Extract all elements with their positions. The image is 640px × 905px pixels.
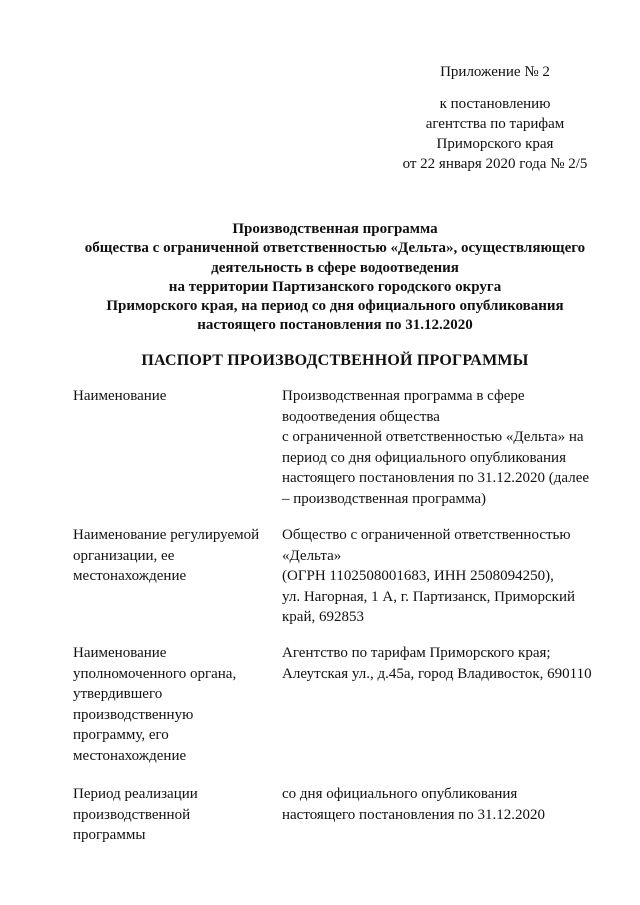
value-line: период со дня официального опубликования — [282, 449, 566, 466]
label-line: производственной — [73, 806, 191, 823]
label-line: организации, ее — [73, 547, 175, 564]
appendix-line: агентства по тарифам — [425, 116, 565, 132]
value-line: край, 692853 — [282, 609, 364, 625]
value-line: настоящего постановления по 31.12.2020 (далее — [282, 470, 590, 486]
label-line: утвердившего — [73, 686, 163, 702]
appendix-line: от 22 января 2020 года № 2/5 — [402, 156, 588, 172]
row-label — [73, 525, 273, 587]
title-line: настоящего постановления по 31.12.2020 — [197, 317, 473, 334]
value-line: ул. Нагорная, 1 А, г. Партизанск, Приморский — [282, 588, 576, 605]
row-value — [282, 784, 622, 825]
row-value — [282, 525, 622, 628]
value-line: Алеутская ул., д.45а, город Владивосток, 690110 — [282, 665, 592, 682]
title-line: общества с ограниченной ответственностью «Дельта», осуществляющего — [84, 240, 586, 257]
value-line: Производственная программа в сфере — [282, 388, 525, 404]
value-line: водоотведения общества — [282, 408, 440, 425]
label-line: программу, его — [73, 727, 169, 743]
label-line: уполномоченного органа, — [73, 665, 237, 682]
value-line: с ограниченной ответственностью «Дельта» на — [282, 429, 584, 445]
label-line: Наименование регулируемой — [73, 527, 260, 543]
row-label — [73, 643, 273, 766]
appendix-block — [380, 62, 610, 174]
label-line: Наименование — [73, 645, 167, 661]
appendix-title: Приложение № 2 — [440, 64, 550, 80]
title-line: деятельность в сфере водоотведения — [211, 259, 459, 276]
label-line: Наименование — [73, 388, 167, 404]
value-line: Общество с ограниченной ответственностью — [282, 527, 571, 543]
title-line: Приморского края, на период со дня официального опубликования — [106, 298, 564, 315]
appendix-line: Приморского края — [436, 136, 554, 152]
label-line: программы — [73, 827, 146, 843]
value-line: настоящего постановления по 31.12.2020 — [282, 806, 546, 823]
label-line: местонахождение — [73, 568, 187, 584]
value-line: (ОГРН 1102508001683, ИНН 2508094250), — [282, 568, 554, 584]
value-line: «Дельта» — [282, 547, 342, 564]
row-value — [282, 643, 622, 684]
title-line: Производственная программа — [232, 221, 438, 237]
appendix-line: к постановлению — [439, 96, 551, 112]
value-line: – производственная программа) — [282, 490, 487, 507]
value-line: Агентство по тарифам Приморского края; — [282, 645, 551, 661]
value-line: со дня официального опубликования — [282, 786, 518, 802]
label-line: Период реализации — [73, 786, 198, 802]
row-label — [73, 386, 273, 407]
title-line: на территории Партизанского городского округа — [168, 278, 502, 295]
row-label — [73, 784, 273, 846]
passport-heading: ПАСПОРТ ПРОИЗВОДСТВЕННОЙ ПРОГРАММЫ — [141, 352, 529, 369]
document-title — [40, 220, 630, 336]
label-line: производственную — [73, 706, 194, 723]
row-value — [282, 386, 622, 509]
label-line: местонахождение — [73, 747, 187, 764]
